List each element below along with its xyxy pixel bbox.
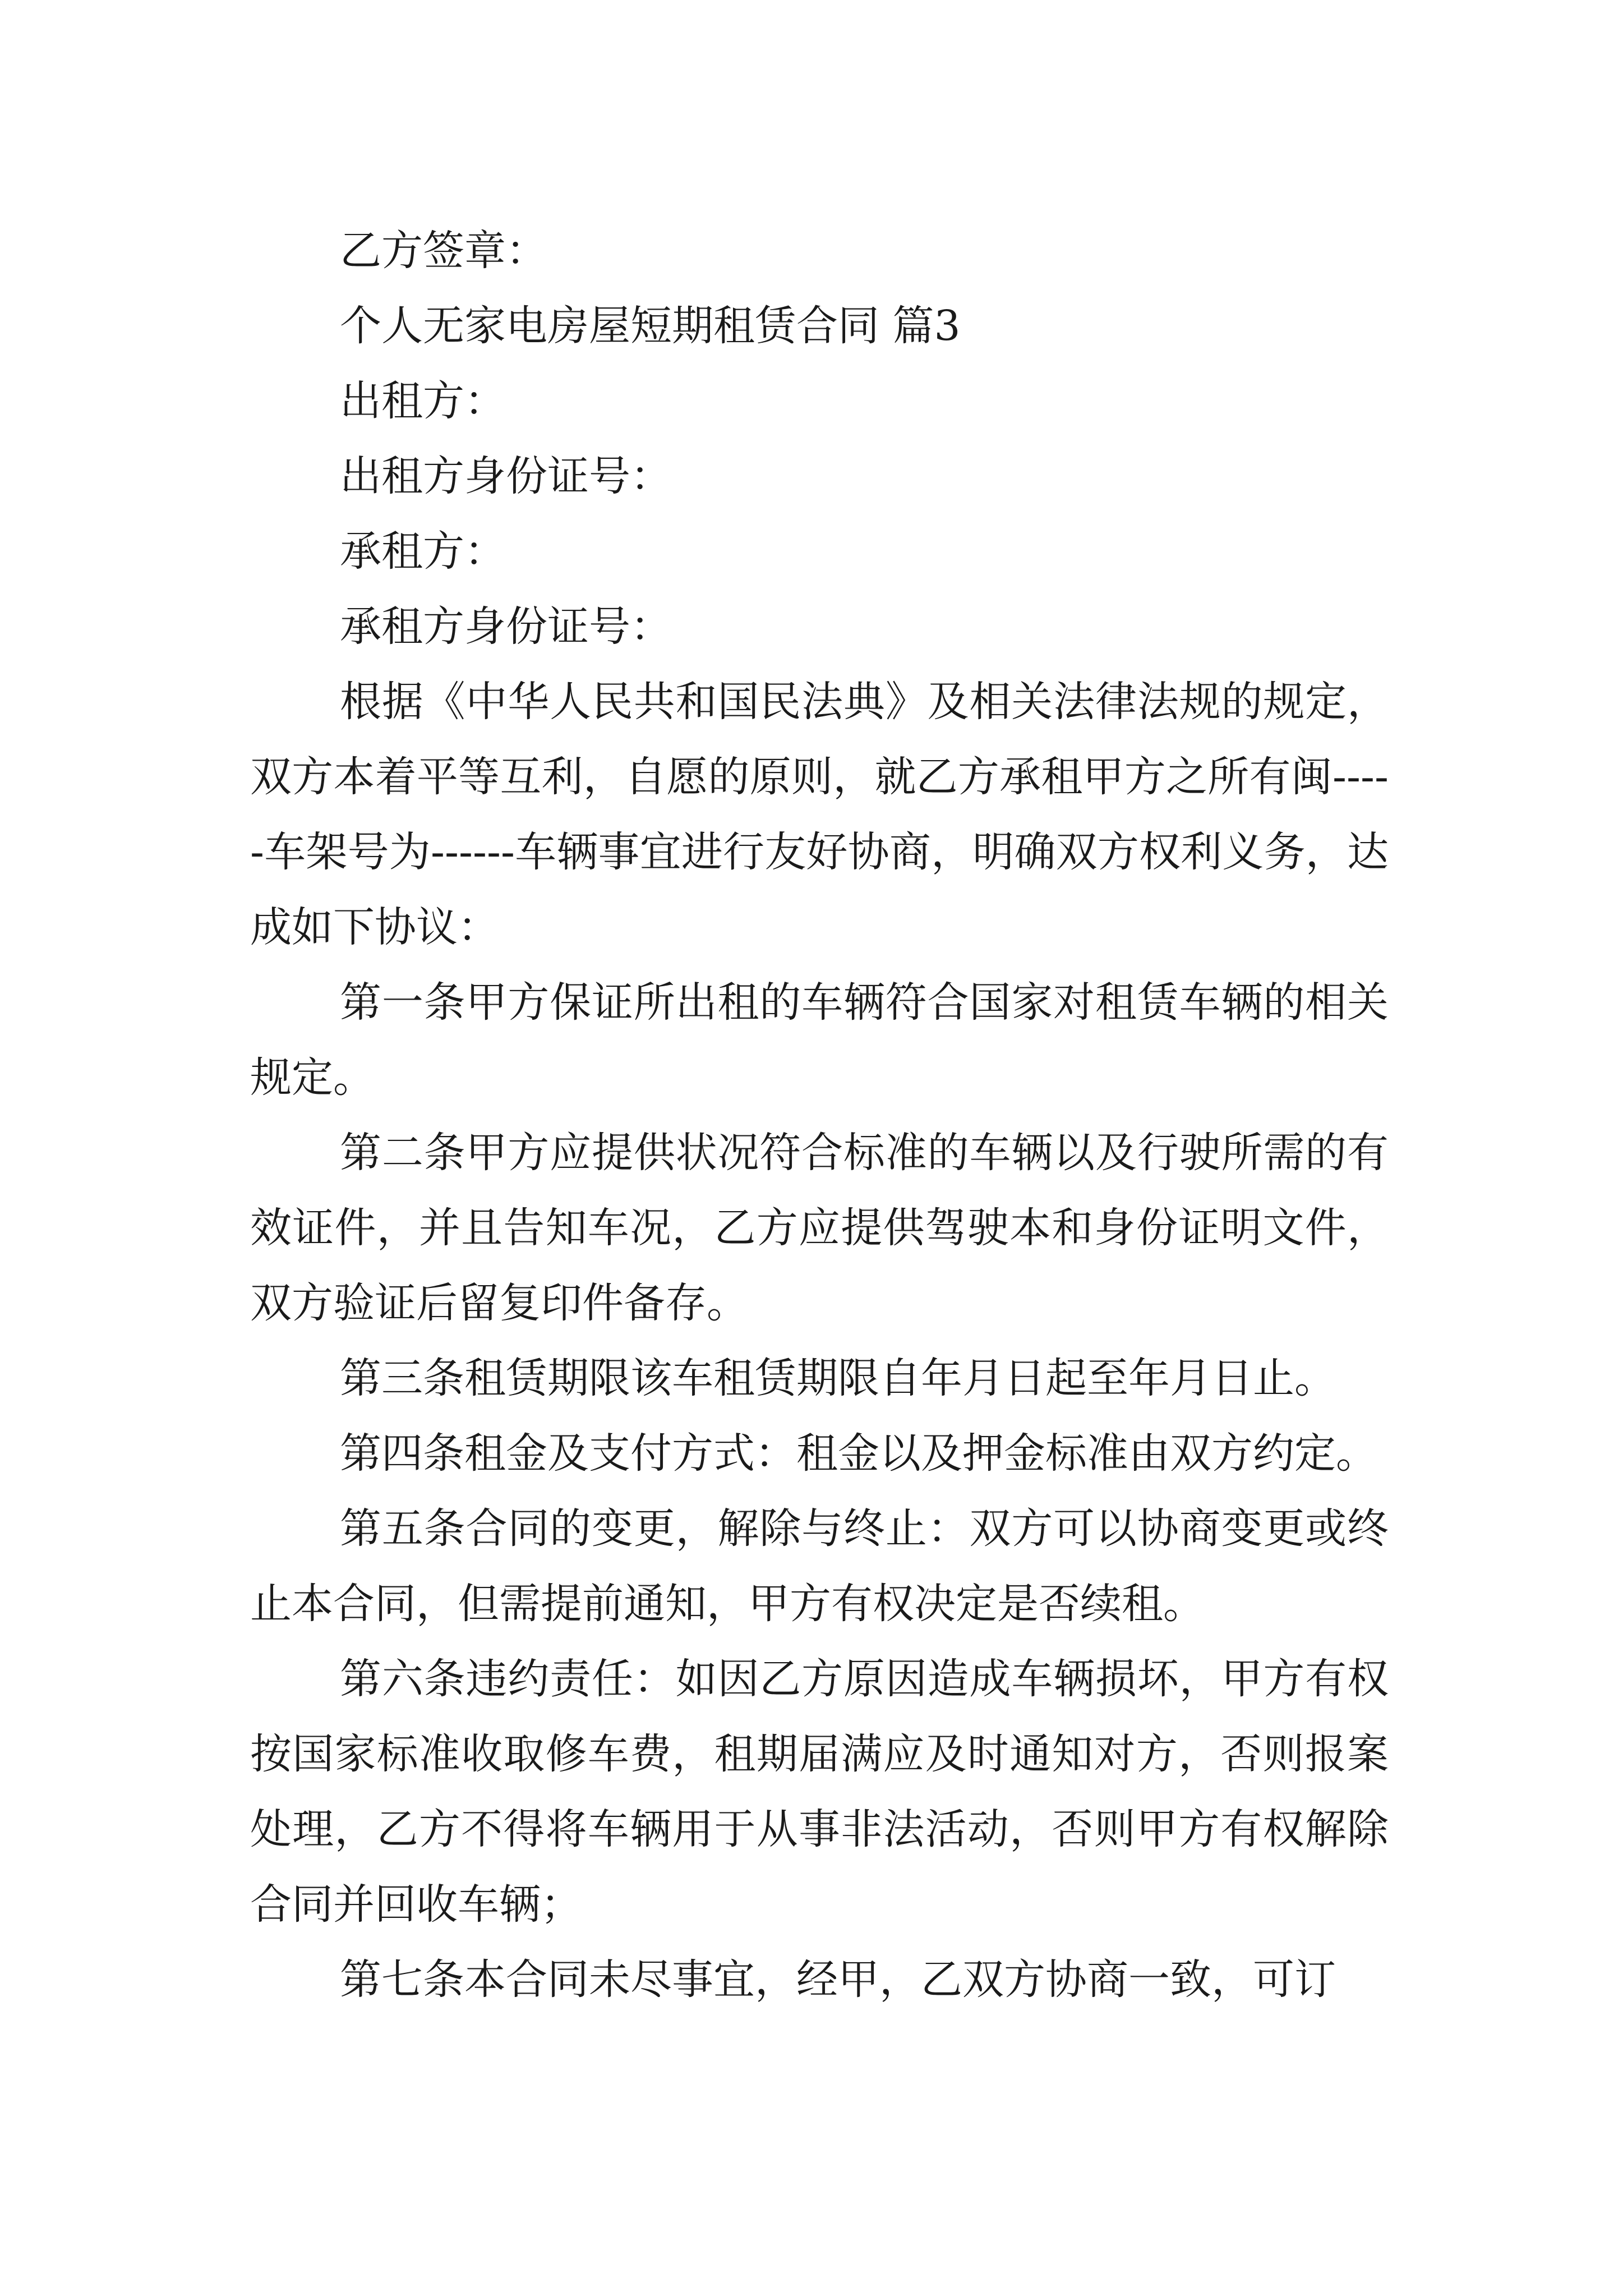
article-3-paragraph: 第三条租赁期限该车租赁期限自年月日起至年月日止。 [340,1354,1336,1402]
article-7-paragraph: 第七条本合同未尽事宜，经甲，乙双方协商一致，可订 [340,1955,1336,2004]
preamble-paragraph: 根据《中华人民共和国民法典》及相关法律法规的规定，双方本着平等互利，自愿的原则，就乙方承租甲方之所有闽-----车架号为------车辆事宜进行友好协商，明确双方权利义务，达成如下协议： [250,678,1389,951]
article-2-paragraph: 第二条甲方应提供状况符合标准的车辆以及行驶所需的有效证件，并且告知车况，乙方应提供驾驶本和身份证明文件，双方验证后留复印件备存。 [250,1129,1389,1327]
lessee-line: 承租方： [340,527,506,576]
article-1-paragraph: 第一条甲方保证所出租的车辆符合国家对租赁车辆的相关规定。 [250,978,1389,1102]
lessor-id-line: 出租方身份证号： [340,452,672,500]
article-6-paragraph: 第六条违约责任：如因乙方原因造成车辆损坏，甲方有权按国家标准收取修车费，租期届满应及时通知对方，否则报案处理，乙方不得将车辆用于从事非法活动，否则甲方有权解除合同并回收车辆； [250,1655,1389,1929]
lessor-line: 出租方： [340,377,506,425]
party-b-signature-line: 乙方签章： [340,227,547,275]
document-body [250,213,1389,2017]
contract-title: 个人无家电房屋短期租赁合同 篇3 [340,302,961,350]
article-5-paragraph: 第五条合同的变更，解除与终止：双方可以协商变更或终止本合同，但需提前通知，甲方有权决定是否续租。 [250,1504,1389,1628]
lessee-id-line: 承租方身份证号： [340,602,672,651]
article-4-paragraph: 第四条租金及支付方式：租金以及押金标准由双方约定。 [340,1429,1377,1478]
